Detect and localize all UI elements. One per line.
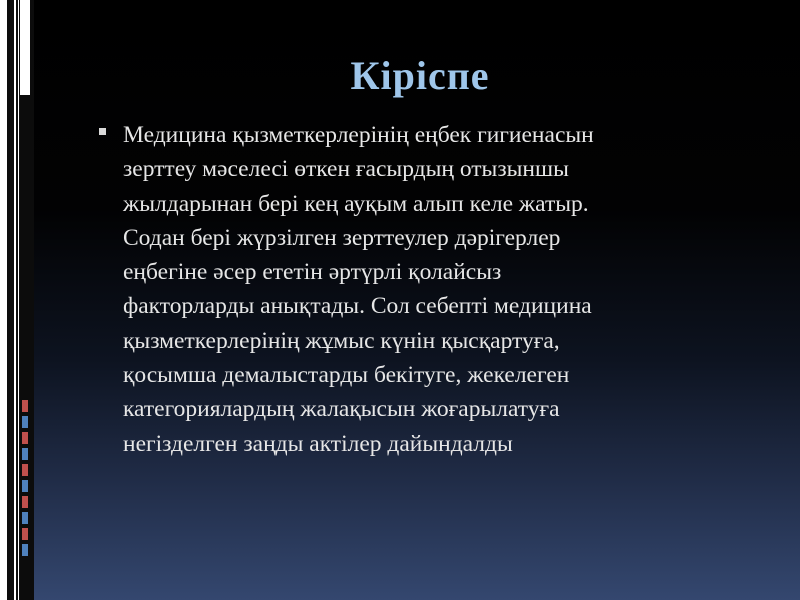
accent-stack (22, 400, 28, 560)
slide-content (95, 118, 755, 461)
bullet-item (95, 118, 755, 461)
top-white-bar (20, 0, 30, 95)
accent-mark (22, 448, 28, 460)
accent-mark (22, 464, 28, 476)
left-white-edge (0, 0, 7, 600)
accent-mark (22, 496, 28, 508)
slide-title: Кіріспе (350, 53, 490, 98)
bullet-text: Медицина қызметкерлерінің еңбек гигиенасын зерттеу мәселесі өткен ғасырдың отызыншы жылдарынан бері кең ауқым алып келе жатыр. Содан бері жүрзілген зерттеулер дәрігерлер еңбегіне әсер ететін әртүрлі қолайсыз факторларды анықтады. Сол себепті медицина қызметкерлерінің жұмыс күнін қысқартуға, қосымша демалыстарды бекітуге, жекелеген категориялардың жалақысын жоғарылатуға негізделген заңды актілер дайындалды (123, 122, 594, 457)
accent-mark (22, 544, 28, 556)
accent-mark (22, 432, 28, 444)
accent-mark (22, 480, 28, 492)
accent-mark (22, 528, 28, 540)
accent-mark (22, 416, 28, 428)
accent-mark (22, 400, 28, 412)
accent-mark (22, 512, 28, 524)
square-bullet-icon (99, 128, 106, 135)
